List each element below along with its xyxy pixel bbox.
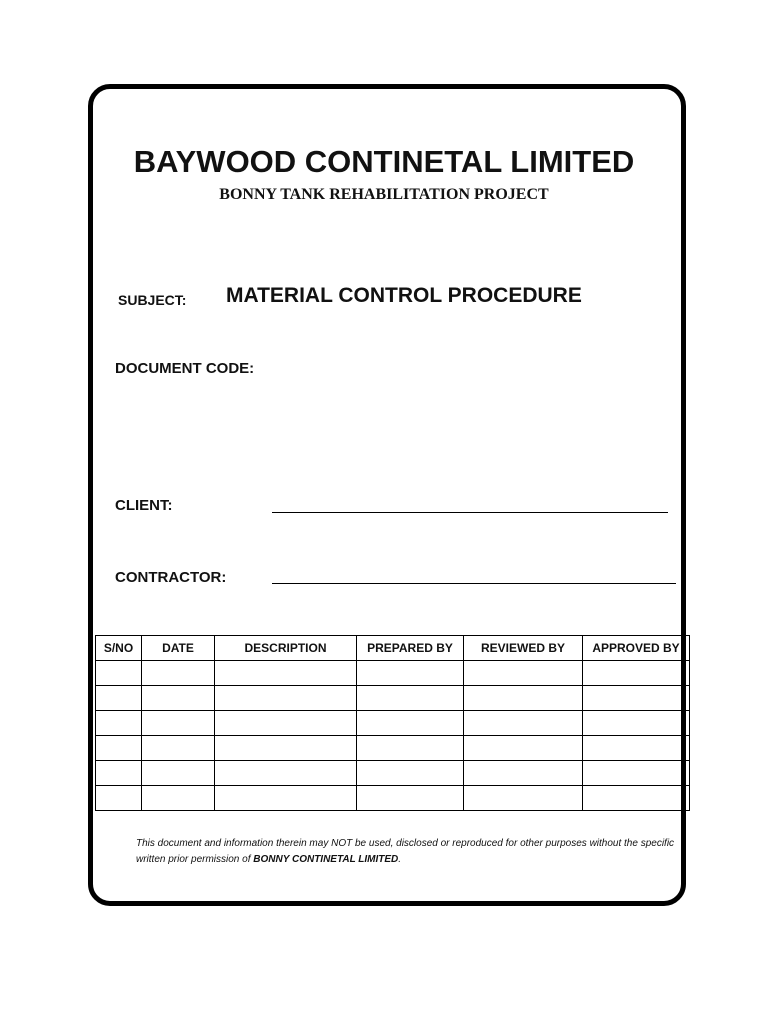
column-header: APPROVED BY <box>583 636 690 661</box>
table-cell <box>357 686 464 711</box>
table-cell <box>142 786 215 811</box>
table-cell <box>357 761 464 786</box>
table-cell <box>215 761 357 786</box>
table-cell <box>464 661 583 686</box>
table-cell <box>357 786 464 811</box>
table-cell <box>357 661 464 686</box>
document-code-label: DOCUMENT CODE: <box>115 360 255 377</box>
column-header: REVIEWED BY <box>464 636 583 661</box>
table-cell <box>215 736 357 761</box>
table-cell <box>583 786 690 811</box>
table-cell <box>142 761 215 786</box>
table-cell <box>215 786 357 811</box>
table-cell <box>96 686 142 711</box>
table-header-row <box>96 636 690 661</box>
project-subtitle: BONNY TANK REHABILITATION PROJECT <box>219 186 549 203</box>
table-cell <box>96 761 142 786</box>
table-cell <box>142 686 215 711</box>
table-cell <box>464 761 583 786</box>
confidentiality-note <box>136 836 676 868</box>
table-cell <box>583 761 690 786</box>
table-cell <box>142 661 215 686</box>
subject-value: MATERIAL CONTROL PROCEDURE <box>226 284 582 307</box>
table-cell <box>215 686 357 711</box>
table-row <box>96 711 690 736</box>
table-cell <box>464 736 583 761</box>
table-cell <box>583 711 690 736</box>
table-row <box>96 736 690 761</box>
table-cell <box>464 711 583 736</box>
table-row <box>96 786 690 811</box>
table-cell <box>583 736 690 761</box>
table-cell <box>142 736 215 761</box>
table-cell <box>464 786 583 811</box>
table-cell <box>215 711 357 736</box>
table-cell <box>464 686 583 711</box>
revision-table <box>95 635 690 811</box>
contractor-label: CONTRACTOR: <box>115 569 227 586</box>
column-header: DATE <box>142 636 215 661</box>
table-cell <box>583 686 690 711</box>
table-cell <box>583 661 690 686</box>
table-cell <box>96 736 142 761</box>
table-row <box>96 761 690 786</box>
note-end: . <box>398 854 402 865</box>
column-header: PREPARED BY <box>357 636 464 661</box>
contractor-line <box>272 583 676 584</box>
note-text: This document and information therein may NOT be used, disclosed or reproduced for other purposes without the specific written prior permission of <box>136 838 675 865</box>
client-label: CLIENT: <box>115 497 173 514</box>
table-cell <box>357 711 464 736</box>
table-cell <box>357 736 464 761</box>
column-header: S/NO <box>96 636 142 661</box>
table-row <box>96 686 690 711</box>
subject-label: SUBJECT: <box>118 292 187 308</box>
table-cell <box>96 711 142 736</box>
company-title: BAYWOOD CONTINETAL LIMITED <box>133 144 635 179</box>
table-cell <box>96 661 142 686</box>
table-cell <box>96 786 142 811</box>
table-cell <box>142 711 215 736</box>
client-line <box>272 512 668 513</box>
table-cell <box>215 661 357 686</box>
table-row <box>96 661 690 686</box>
note-company: BONNY CONTINETAL LIMITED <box>253 854 399 865</box>
column-header: DESCRIPTION <box>215 636 357 661</box>
